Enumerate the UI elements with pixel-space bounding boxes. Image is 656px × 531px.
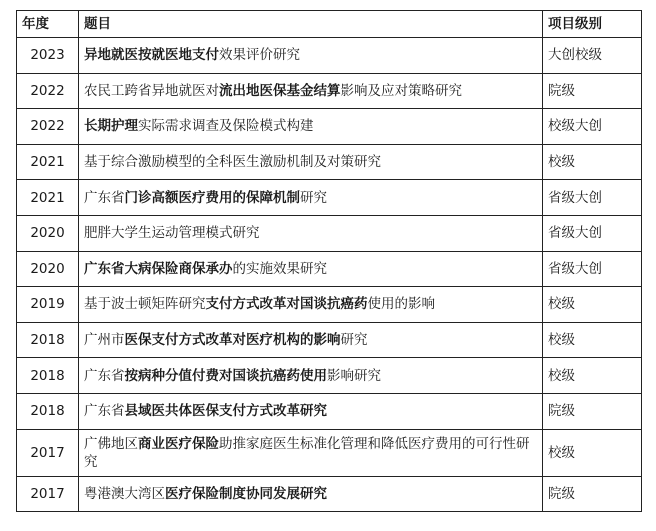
level-cell: 校级 [543, 358, 642, 394]
table-row [17, 358, 642, 394]
title-segment: 粤港澳大湾区 [84, 485, 165, 502]
year-cell: 2018 [17, 393, 79, 429]
title-segment: 基于综合激励模型的全科医生激励机制及对策研究 [84, 154, 381, 171]
year-cell: 2017 [17, 429, 79, 476]
title-bold-segment: 按病种分值付费对国谈抗癌药使用 [124, 367, 327, 384]
table-row [17, 393, 642, 429]
title-cell [79, 38, 543, 74]
title-bold-segment: 门诊高额医疗费用的保障机制 [124, 189, 300, 206]
title-segment: 广佛地区 [84, 435, 138, 452]
title-bold-segment: 县域医共体医保支付方式改革研究 [124, 403, 327, 420]
project-table [16, 10, 642, 512]
level-cell: 校级大创 [543, 109, 642, 145]
level-cell: 省级大创 [543, 180, 642, 216]
table-row [17, 215, 642, 251]
title-bold-segment: 商业医疗保险 [138, 435, 219, 452]
title-segment: 影响研究 [327, 367, 381, 384]
header-row [17, 11, 642, 38]
year-cell: 2022 [17, 73, 79, 109]
year-cell: 2017 [17, 476, 79, 512]
title-segment: 使用的影响 [367, 296, 435, 313]
year-cell: 2023 [17, 38, 79, 74]
title-cell [79, 429, 543, 476]
level-cell: 院级 [543, 393, 642, 429]
header-year: 年度 [17, 11, 79, 38]
table-header [17, 11, 642, 38]
year-cell: 2022 [17, 109, 79, 145]
title-cell [79, 215, 543, 251]
year-cell: 2019 [17, 287, 79, 323]
level-cell: 校级 [543, 322, 642, 358]
title-cell [79, 476, 543, 512]
title-cell [79, 180, 543, 216]
table-row [17, 73, 642, 109]
year-cell: 2018 [17, 322, 79, 358]
header-level: 项目级别 [543, 11, 642, 38]
title-segment: 肥胖大学生运动管理模式研究 [84, 225, 260, 242]
year-cell: 2021 [17, 144, 79, 180]
year-cell: 2020 [17, 215, 79, 251]
table-row [17, 38, 642, 74]
title-segment: 研究 [300, 189, 327, 206]
level-cell: 省级大创 [543, 215, 642, 251]
title-cell [79, 73, 543, 109]
level-cell: 院级 [543, 476, 642, 512]
title-segment: 效果评价研究 [219, 47, 300, 64]
title-bold-segment: 医疗保险制度协同发展研究 [165, 485, 327, 502]
title-segment: 广东省 [84, 403, 125, 420]
title-cell [79, 393, 543, 429]
level-cell: 校级 [543, 144, 642, 180]
title-bold-segment: 支付方式改革对国谈抗癌药 [205, 296, 368, 313]
title-bold-segment: 广东省大病保险商保承办 [84, 260, 233, 277]
title-segment: 广州市 [84, 332, 125, 349]
title-segment: 影响及应对策略研究 [340, 82, 462, 99]
table-body [17, 38, 642, 512]
title-cell [79, 322, 543, 358]
title-segment: 广东省 [84, 367, 125, 384]
year-cell: 2021 [17, 180, 79, 216]
table-row [17, 109, 642, 145]
title-cell [79, 358, 543, 394]
table-row [17, 322, 642, 358]
level-cell: 院级 [543, 73, 642, 109]
table-row [17, 287, 642, 323]
year-cell: 2018 [17, 358, 79, 394]
title-segment: 的实施效果研究 [232, 260, 327, 277]
title-segment: 农民工跨省异地就医对 [84, 82, 219, 99]
title-segment: 实际需求调查及保险模式构建 [138, 118, 314, 135]
title-segment: 基于波士顿矩阵研究 [84, 296, 206, 313]
title-bold-segment: 医保支付方式改革对医疗机构的影响 [124, 332, 341, 349]
title-segment: 研究 [340, 332, 368, 349]
level-cell: 校级 [543, 429, 642, 476]
title-cell [79, 251, 543, 287]
title-segment: 广东省 [84, 189, 125, 206]
year-cell: 2020 [17, 251, 79, 287]
title-bold-segment: 长期护理 [84, 118, 138, 135]
table-row [17, 476, 642, 512]
level-cell: 大创校级 [543, 38, 642, 74]
title-cell [79, 287, 543, 323]
title-bold-segment: 流出地医保基金结算 [219, 82, 341, 99]
level-cell: 校级 [543, 287, 642, 323]
table-row [17, 251, 642, 287]
table-row [17, 144, 642, 180]
title-cell [79, 144, 543, 180]
level-cell: 省级大创 [543, 251, 642, 287]
title-cell [79, 109, 543, 145]
table-row [17, 429, 642, 476]
header-title: 题目 [79, 11, 543, 38]
title-bold-segment: 异地就医按就医地支付 [84, 47, 219, 64]
title-segment: 助推家庭医生标准化管理和降低医疗费用的可行性研究 [84, 435, 530, 470]
table-row [17, 180, 642, 216]
